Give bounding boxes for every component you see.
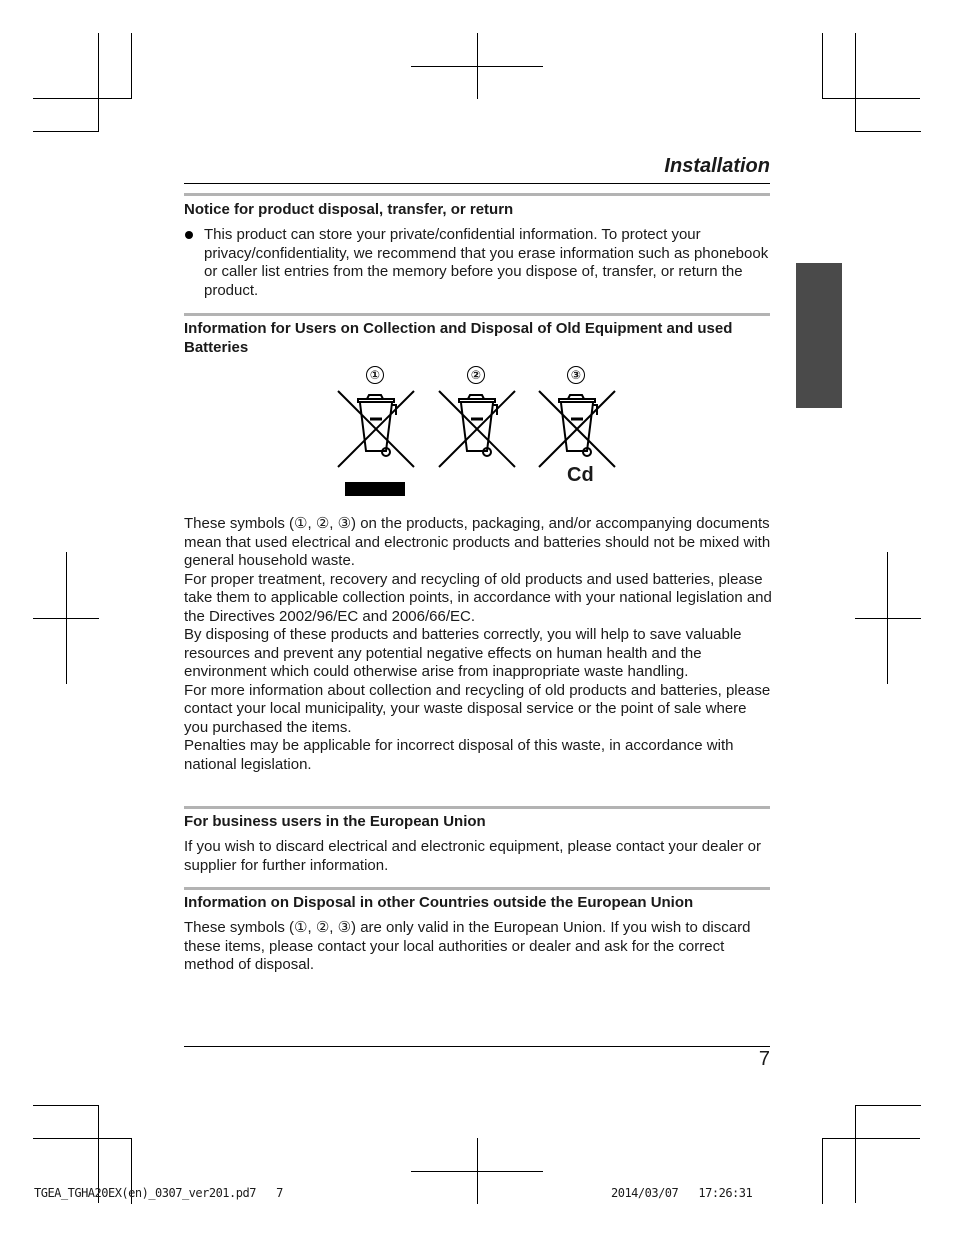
symbol-label-3: ③ bbox=[567, 366, 585, 384]
crop-mark bbox=[822, 33, 823, 99]
black-bar-marker bbox=[345, 482, 405, 496]
cadmium-label: Cd bbox=[567, 464, 594, 486]
crossed-wheelie-bin-with-bar-icon bbox=[336, 389, 416, 469]
section-divider bbox=[184, 806, 770, 809]
paragraph: For more information about collection and recycling of old products and batteries, please contact your local municipality, your waste disposal service or the point of sale where you purchased the items. bbox=[184, 681, 771, 736]
section-heading-outside-eu: Information on Disposal in other Countries outside the European Union bbox=[184, 894, 694, 911]
crop-mark bbox=[855, 131, 921, 132]
footer-rule bbox=[184, 1046, 770, 1047]
paragraph: By disposing of these products and batteries correctly, you will help to save valuable resources and prevent any potential negative effects on human health and the environment which could otherwise arise from inappropriate waste handling. bbox=[184, 626, 742, 680]
outside-eu-text: These symbols (①, ②, ③) are only valid in the European Union. If you wish to discard these items, please contact your local authorities or dealer and ask for the correct method of disposal. bbox=[184, 919, 751, 973]
section-heading-disposal-notice: Notice for product disposal, transfer, or return bbox=[184, 201, 514, 218]
crop-mark bbox=[131, 33, 132, 99]
crop-mark bbox=[822, 1138, 823, 1204]
crop-mark bbox=[855, 1105, 921, 1106]
crop-mark bbox=[822, 98, 920, 99]
crossed-wheelie-bin-cd-icon bbox=[537, 389, 617, 469]
crossed-wheelie-bin-icon bbox=[437, 389, 517, 469]
bullet-text: This product can store your private/confidential information. To protect your privacy/confidentiality, we recommend that you erase information such as phonebook or caller list entries from the memory before you dispose of, transfer, or return the product. bbox=[204, 226, 769, 299]
crop-mark bbox=[855, 1105, 856, 1203]
section-divider bbox=[184, 313, 770, 316]
section-heading-business-users: For business users in the European Union bbox=[184, 813, 486, 830]
section-divider bbox=[184, 887, 770, 890]
page-number: 7 bbox=[758, 1048, 770, 1070]
paragraph: For proper treatment, recovery and recycling of old products and used batteries, please take them to applicable collection points, in accordance with your national legislation and the Directives 2002/96/EC and 2006/66/EC. bbox=[184, 570, 772, 625]
weee-body-text bbox=[184, 515, 774, 774]
crop-mark bbox=[855, 33, 856, 131]
crop-mark bbox=[33, 1138, 131, 1139]
crop-mark bbox=[855, 618, 921, 619]
footer-date-time: 2014/03/07 17:26:31 bbox=[611, 1186, 753, 1200]
paragraph: These symbols (①, ②, ③) on the products, packaging, and/or accompanying documents mean that used electrical and electronic products and batteries should not be mixed with general household waste. bbox=[184, 515, 771, 569]
bullet-item bbox=[184, 226, 774, 300]
symbol-label-2: ② bbox=[467, 366, 485, 384]
bullet-icon bbox=[185, 231, 193, 239]
crop-mark bbox=[822, 1138, 920, 1139]
page-title: Installation bbox=[664, 155, 770, 177]
crop-mark bbox=[33, 618, 99, 619]
side-tab-marker bbox=[796, 263, 842, 408]
crop-mark bbox=[411, 1171, 543, 1172]
footer-file-name: TGEA_TGHA20EX(en)_0307_ver201.pd7 7 bbox=[34, 1186, 283, 1200]
symbol-label-1: ① bbox=[366, 366, 384, 384]
crop-mark bbox=[411, 66, 543, 67]
crop-mark bbox=[33, 131, 99, 132]
section-heading-weee: Information for Users on Collection and Disposal of Old Equipment and used Batteries bbox=[184, 320, 733, 356]
business-users-text: If you wish to discard electrical and electronic equipment, please contact your dealer or supplier for further information. bbox=[184, 838, 761, 874]
paragraph: Penalties may be applicable for incorrect disposal of this waste, in accordance with national legislation. bbox=[184, 737, 734, 773]
crop-mark bbox=[33, 1105, 99, 1106]
header-rule bbox=[184, 183, 770, 184]
crop-mark bbox=[98, 33, 99, 131]
section-divider bbox=[184, 193, 770, 196]
crop-mark bbox=[33, 98, 131, 99]
